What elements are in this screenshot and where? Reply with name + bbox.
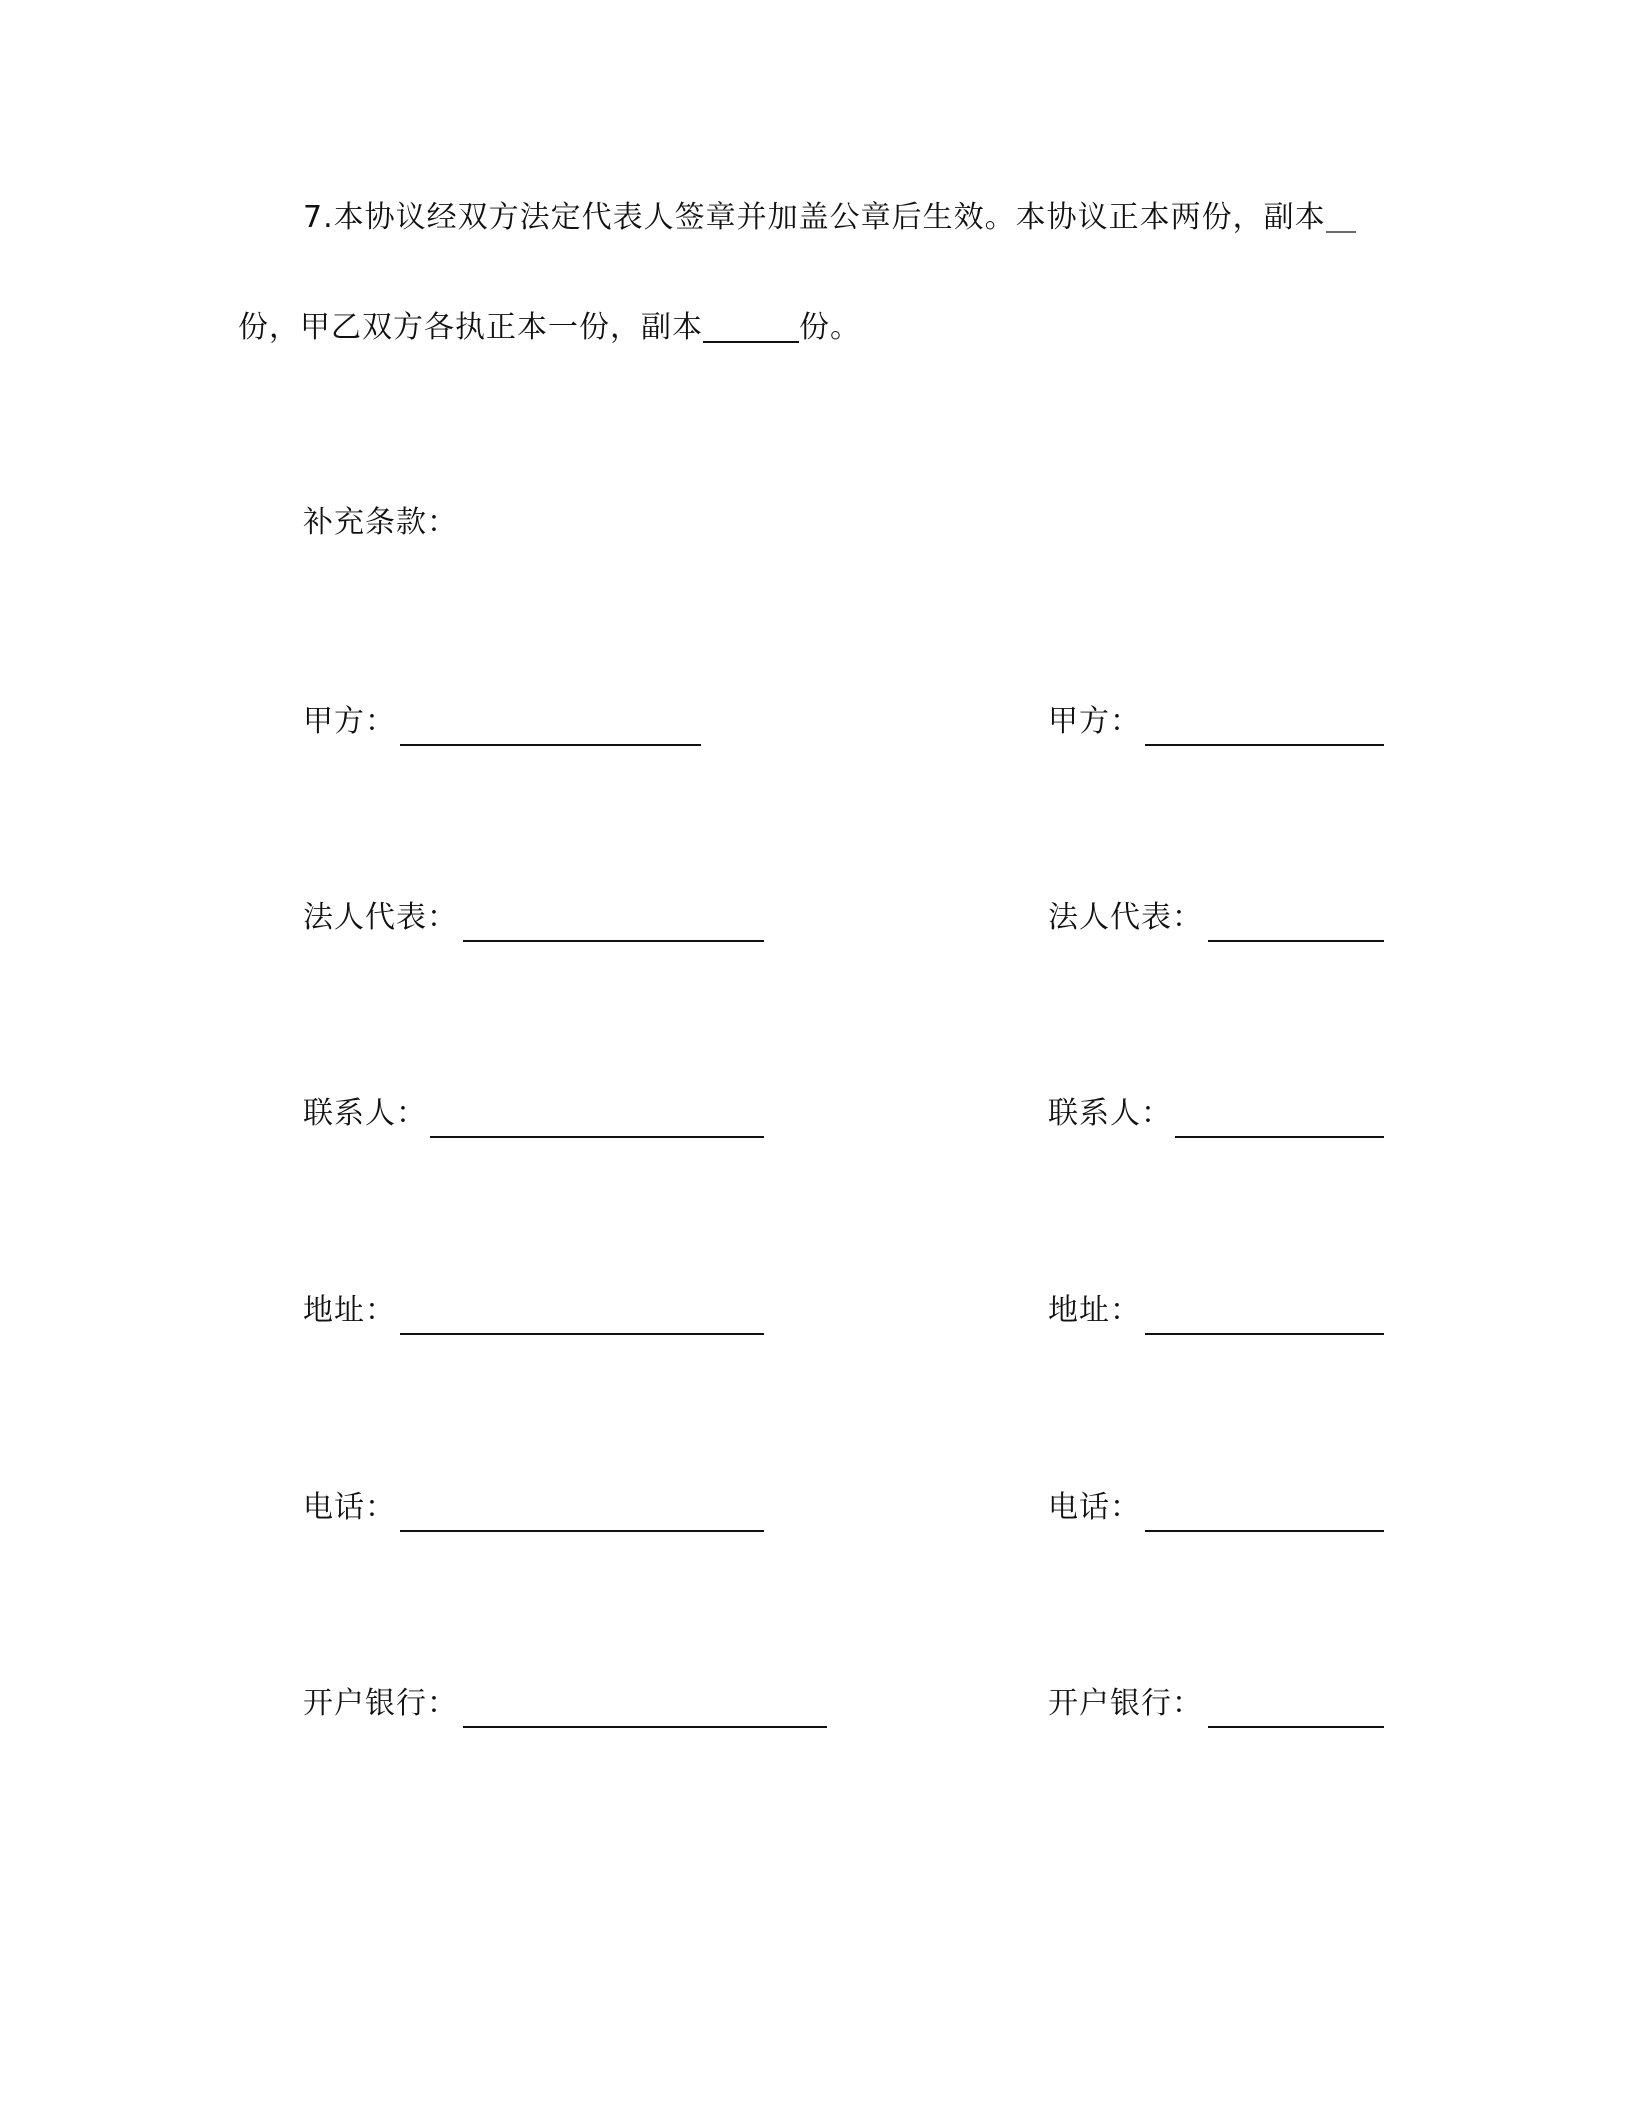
right-contact-field [1048, 1094, 1384, 1138]
left-phone-input-line[interactable] [400, 1530, 764, 1532]
left-address-field [303, 1291, 764, 1335]
left-party-field [303, 702, 701, 746]
left-address-input-line[interactable] [400, 1333, 764, 1335]
right-bank-label: 开户银行： [1048, 1686, 1203, 1721]
left-bank-field [303, 1684, 827, 1728]
right-phone-field [1048, 1488, 1384, 1532]
left-bank-label: 开户银行： [303, 1686, 458, 1721]
left-party-input-line[interactable] [400, 744, 701, 746]
right-contact-label: 联系人： [1048, 1096, 1172, 1131]
right-address-field [1048, 1291, 1384, 1335]
left-phone-field [303, 1488, 764, 1532]
left-party-label: 甲方： [303, 704, 396, 739]
right-party-input-line[interactable] [1145, 744, 1384, 746]
left-contact-label: 联系人： [303, 1096, 427, 1131]
duplicate-count-blank[interactable] [1326, 199, 1356, 233]
right-address-input-line[interactable] [1145, 1333, 1384, 1335]
right-address-label: 地址： [1048, 1293, 1141, 1328]
right-phone-input-line[interactable] [1145, 1530, 1384, 1532]
left-phone-label: 电话： [303, 1490, 396, 1525]
right-bank-input-line[interactable] [1208, 1726, 1384, 1728]
supplementary-terms-label: 补充条款： [303, 505, 458, 540]
clause-7-line-2 [238, 308, 861, 348]
right-party-label: 甲方： [1048, 704, 1141, 739]
right-legal-rep-field [1048, 898, 1384, 942]
left-contact-field [303, 1094, 764, 1138]
clause-7-text-2a: 份，甲乙双方各执正本一份，副本 [238, 310, 703, 345]
clause-7-text-1: 7.本协议经双方法定代表人签章并加盖公章后生效。本协议正本两份，副本 [303, 200, 1326, 235]
right-phone-label: 电话： [1048, 1490, 1141, 1525]
left-legal-rep-input-line[interactable] [463, 940, 764, 942]
right-party-field [1048, 702, 1384, 746]
left-legal-rep-field [303, 898, 764, 942]
left-contact-input-line[interactable] [430, 1136, 764, 1138]
right-legal-rep-label: 法人代表： [1048, 900, 1203, 935]
right-bank-field [1048, 1684, 1384, 1728]
clause-7-line-1 [303, 198, 1356, 238]
left-legal-rep-label: 法人代表： [303, 900, 458, 935]
right-contact-input-line[interactable] [1175, 1136, 1384, 1138]
left-bank-input-line[interactable] [463, 1726, 827, 1728]
copies-each-blank[interactable] [703, 309, 799, 343]
left-address-label: 地址： [303, 1293, 396, 1328]
clause-7-text-2b: 份。 [799, 310, 861, 345]
right-legal-rep-input-line[interactable] [1208, 940, 1384, 942]
